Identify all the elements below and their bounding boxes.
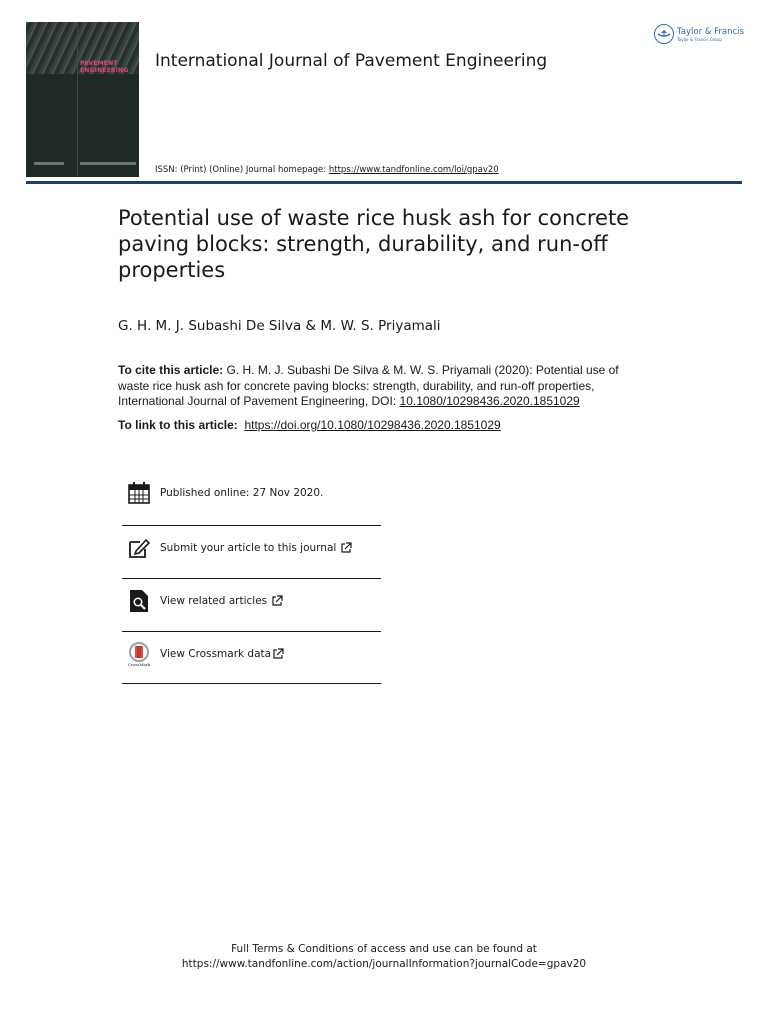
article-authors: G. H. M. J. Subashi De Silva & M. W. S. Priyamali: [118, 318, 441, 334]
cite-label: To cite this article:: [118, 363, 224, 377]
terms-url[interactable]: https://www.tandfonline.com/action/journalInformation?journalCode=gpav20: [181, 958, 587, 970]
crossmark-icon: [126, 641, 152, 667]
submit-article-label: Submit your article to this journal: [160, 542, 337, 554]
article-link-line: [118, 418, 501, 432]
calendar-icon: [126, 480, 152, 506]
journal-cover-image: [26, 22, 139, 177]
citation-block: [118, 363, 638, 410]
issn-line: [155, 165, 499, 175]
edit-icon: [126, 535, 152, 561]
published-online-item: [122, 467, 381, 519]
external-link-icon: [272, 645, 284, 664]
crossmark-label: View Crossmark data: [160, 648, 272, 660]
cover-divider: [77, 22, 78, 177]
cover-footer-bar-left: [34, 162, 64, 165]
published-online-label: Published online: 27 Nov 2020.: [160, 487, 324, 499]
terms-footer: [0, 942, 768, 972]
related-search-icon: [126, 588, 152, 614]
crossmark-badge-text: CrossMark: [127, 661, 151, 667]
journal-title: International Journal of Pavement Engineering: [155, 51, 548, 71]
cover-title: PAVEMENT ENGINEERING: [80, 60, 129, 74]
cite-text: G. H. M. J. Subashi De Silva & M. W. S. Priyamali (2020): Potential use of waste rice husk ash for concrete paving blocks: strength, durability, and run-off properties, International Journal of Pavement Engineering, DOI:: [118, 363, 619, 408]
submit-article-item[interactable]: [122, 522, 381, 574]
related-articles-label: View related articles: [160, 595, 268, 607]
external-link-icon: [340, 539, 352, 558]
publisher-group: Taylor & Francis Group: [677, 36, 722, 42]
related-articles-item[interactable]: [122, 575, 381, 627]
journal-homepage-link[interactable]: https://www.tandfonline.com/loi/gpav20: [328, 165, 499, 175]
article-title: Potential use of waste rice husk ash for concrete paving blocks: strength, durability, and run-off properties: [118, 206, 630, 282]
issn-label: ISSN: (Print) (Online) Journal homepage:: [155, 165, 327, 175]
crossmark-item[interactable]: [122, 628, 381, 680]
external-link-icon: [271, 592, 283, 611]
header-divider: [26, 181, 742, 184]
cover-footer-bar-right: [80, 162, 136, 165]
publisher-logo[interactable]: [654, 22, 746, 46]
link-label: To link to this article:: [118, 418, 238, 432]
cite-doi-link[interactable]: 10.1080/10298436.2020.1851029: [399, 394, 580, 408]
publisher-name: Taylor & Francis: [677, 26, 744, 37]
terms-line: Full Terms & Conditions of access and use can be found at: [231, 943, 537, 955]
publisher-logo-icon: [654, 24, 674, 44]
divider: [122, 683, 381, 684]
article-doi-url-link[interactable]: https://doi.org/10.1080/10298436.2020.1851029: [244, 418, 501, 432]
